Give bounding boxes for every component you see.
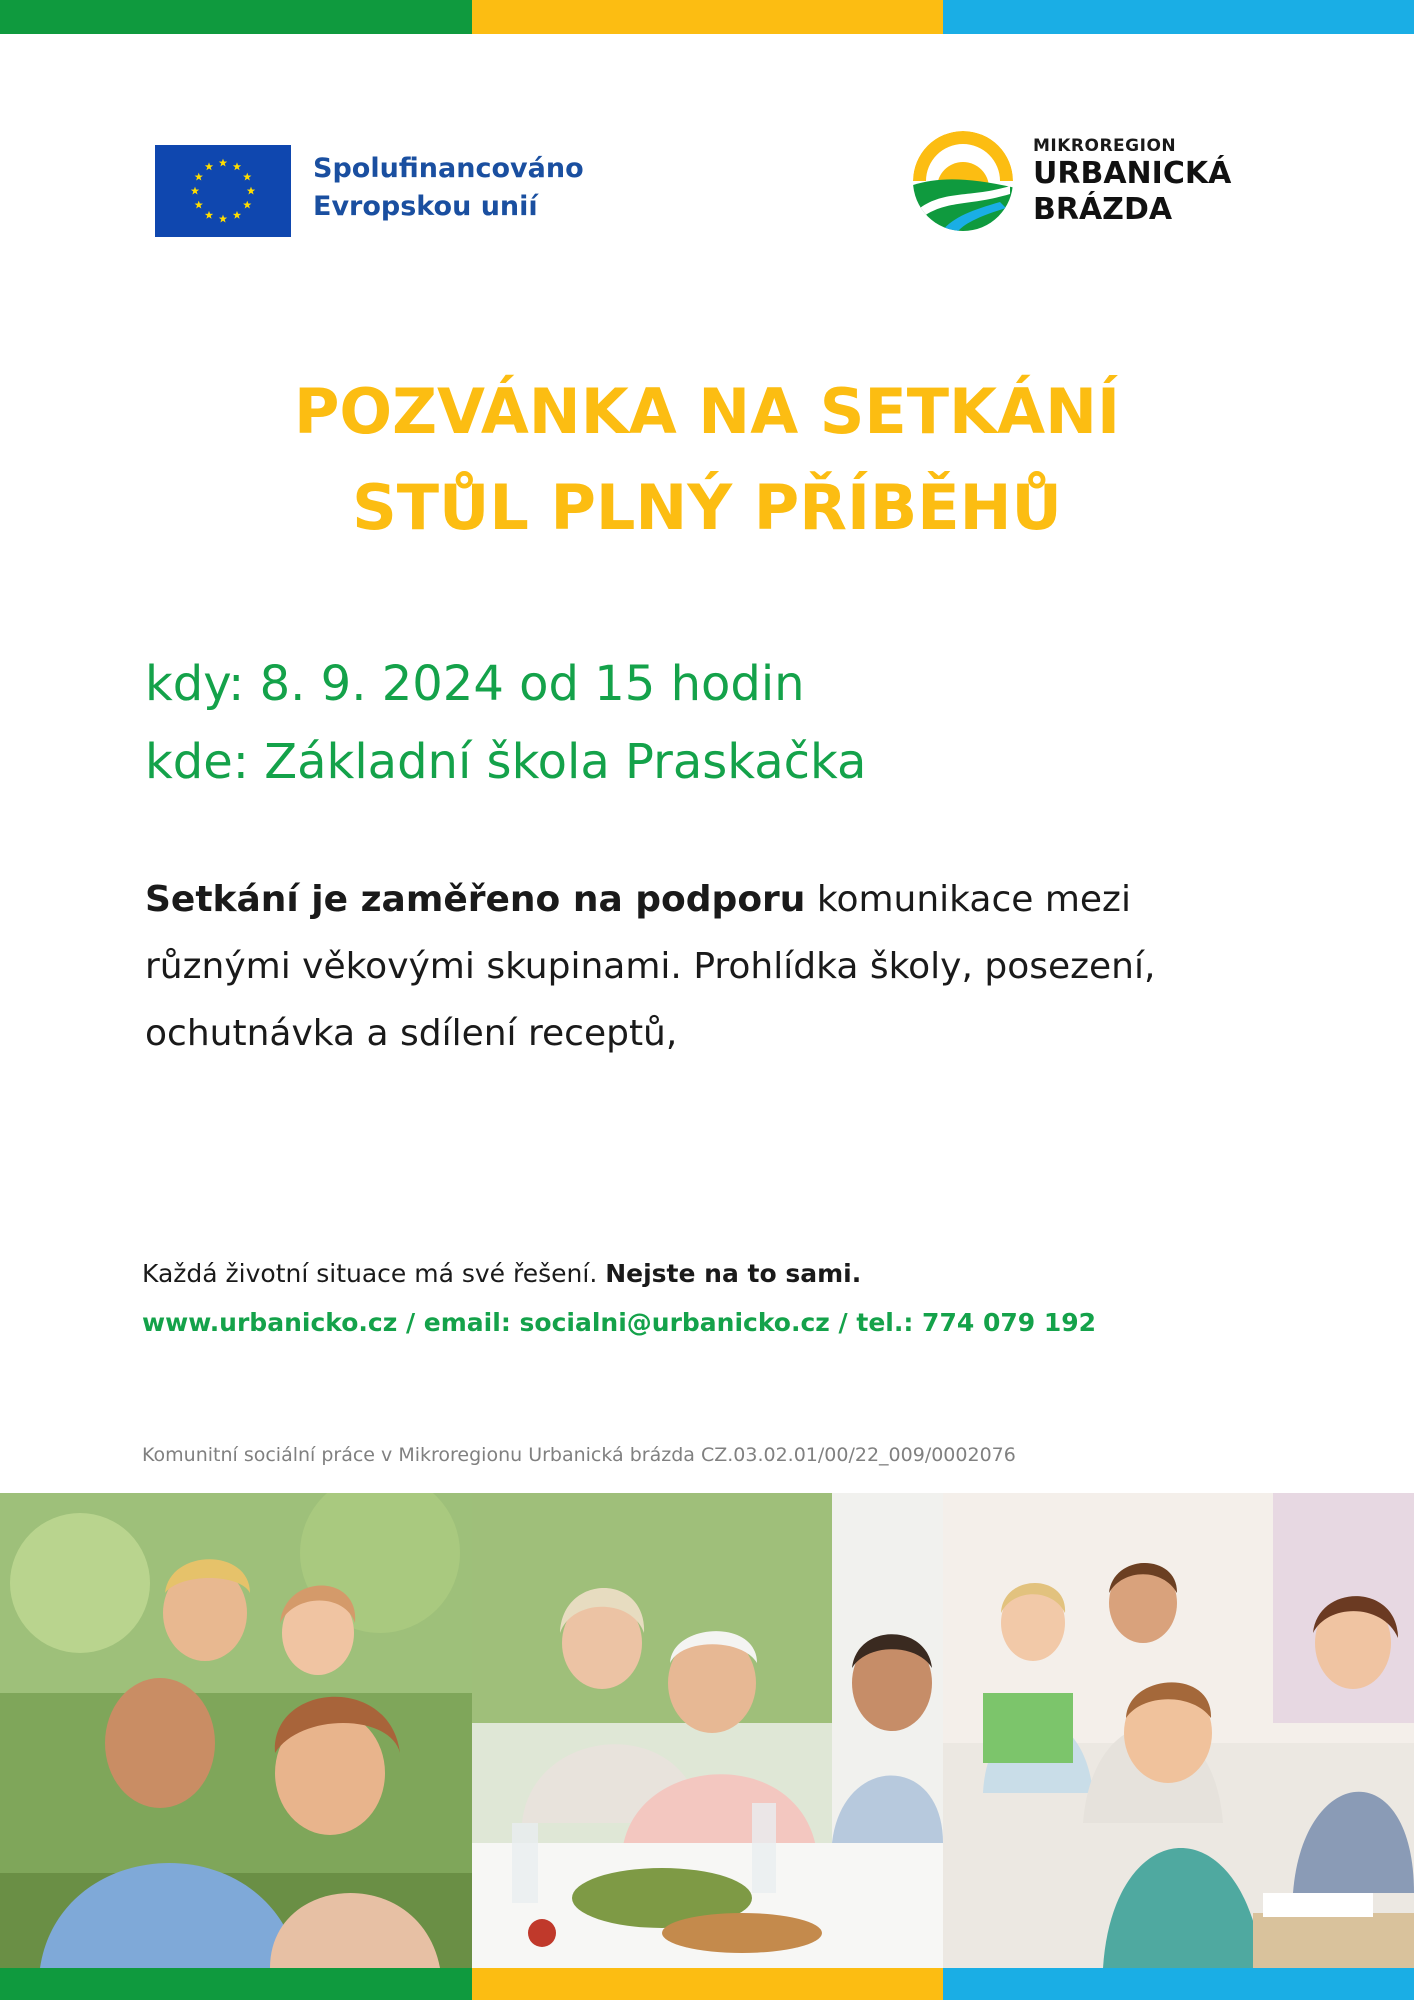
family-hug-photo — [0, 1493, 472, 1968]
urbanicka-brazda-logo-icon — [910, 128, 1016, 234]
invitation-title — [0, 364, 1414, 556]
stripe-green — [0, 0, 472, 34]
bottom-color-stripe — [0, 1968, 1414, 2000]
region-name — [1033, 136, 1231, 228]
event-info — [145, 645, 866, 801]
slogan-bold: Nejste na to sami. — [605, 1259, 862, 1288]
stripe-green — [0, 1968, 472, 2000]
event-where: kde: Základní škola Praskačka — [145, 734, 867, 790]
description-bold: Setkání je zaměřeno na podporu — [145, 879, 806, 920]
stripe-yellow — [472, 1968, 943, 2000]
photo-strip — [0, 1493, 1414, 1968]
eu-text-line2: Evropskou unií — [313, 191, 538, 222]
family-learning-photo — [943, 1493, 1414, 1968]
region-label-line3: BRÁZDA — [1033, 192, 1173, 227]
title-line1: POZVÁNKA NA SETKÁNÍ — [293, 375, 1121, 448]
eu-cofinanced-label — [313, 150, 584, 226]
title-line2: STŮL PLNÝ PŘÍBĚHŮ — [352, 471, 1062, 544]
project-reference: Komunitní sociální práce v Mikroregionu Urbanická brázda CZ.03.02.01/00/22_009/0002076 — [142, 1444, 1016, 1466]
top-color-stripe — [0, 0, 1414, 34]
seniors-dining-photo — [472, 1493, 943, 1968]
stripe-blue — [943, 1968, 1414, 2000]
stripe-yellow — [472, 0, 943, 34]
description-rest: komunikace mezi různými věkovými skupinami. Prohlídka školy, posezení, ochutnávka a sdílení receptů, — [145, 879, 1156, 1054]
stripe-blue — [943, 0, 1414, 34]
contact-line[interactable]: www.urbanicko.cz / email: socialni@urbanicko.cz / tel.: 774 079 192 — [142, 1308, 1097, 1337]
slogan-normal: Každá životní situace má své řešení. — [142, 1259, 606, 1288]
region-label-line2: URBANICKÁ — [1033, 156, 1232, 191]
event-when: kdy: 8. 9. 2024 od 15 hodin — [145, 656, 805, 712]
event-description — [145, 866, 1285, 1067]
slogan — [142, 1254, 861, 1294]
region-label-small: MIKROREGION — [1033, 136, 1177, 156]
eu-flag-icon — [155, 145, 291, 237]
eu-text-line1: Spolufinancováno — [313, 153, 584, 184]
